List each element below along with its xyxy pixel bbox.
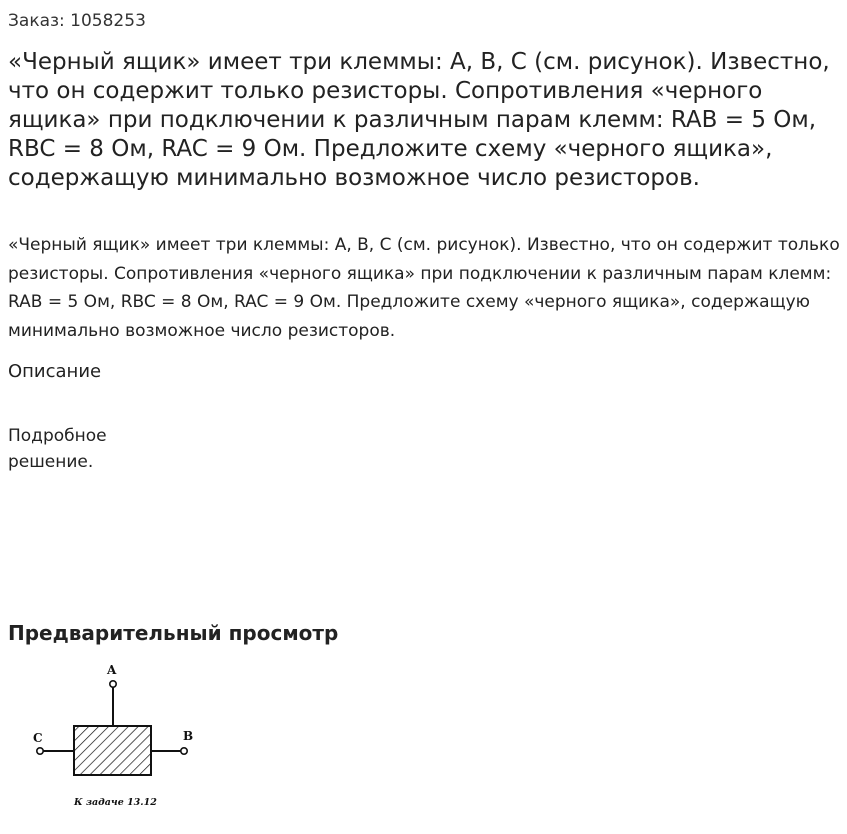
terminal-a-label: A [107,663,117,677]
order-number: Заказ: 1058253 [8,11,146,31]
task-title: «Черный ящик» имеет три клеммы: А, В, С (см. рисунок). Известно, что он содержит только резисторы. Сопротивления «черного ящика» при подключении к различным парам клемм: RAB = 5 Ом, RBC = 8 Ом, RAC = 9 Ом. Предложите схему «черного ящика», содержащую минимально возможное число резисторов. [8,49,830,191]
terminal-b-label: B [183,729,194,743]
figure-caption: К задаче 13.12 [74,797,157,808]
terminal-c-label: C [33,731,43,745]
terminal-c [37,748,43,754]
black-box-figure [28,658,208,814]
task-text: «Черный ящик» имеет три клеммы: А, В, С (см. рисунок). Известно, что он содержит только резисторы. Сопротивления «черного ящика» при подключении к различным парам клемм: RAB = 5 Ом, RBC = 8 Ом, RAC = 9 Ом. Предложите схему «черного ящика», содержащую минимально возможное число резисторов. [8,235,840,341]
preview-title: Предварительный просмотр [8,621,339,645]
description-text: Подробное решение. [8,426,107,472]
terminal-b [181,748,187,754]
black-box [74,726,151,775]
terminal-a [110,681,116,687]
description-label: Описание [8,361,102,382]
